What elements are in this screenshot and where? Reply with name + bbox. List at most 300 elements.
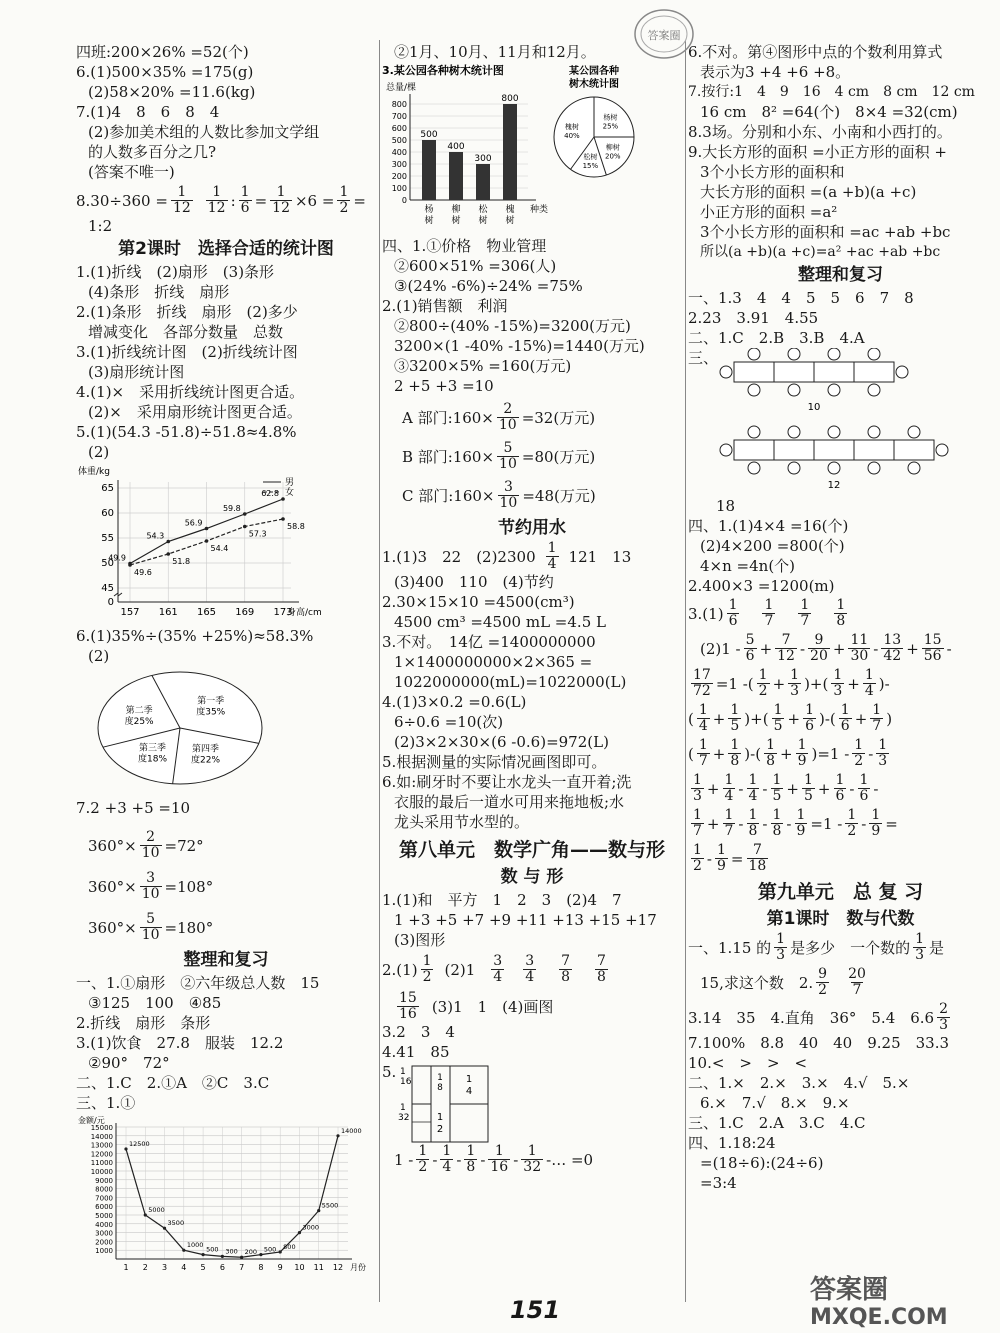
table-count-label: 12: [827, 480, 841, 491]
data-point: [259, 1253, 262, 1256]
y-tick-label: 13000: [90, 1141, 113, 1150]
seat-circle: [788, 426, 800, 438]
pie-value: 25%: [602, 122, 619, 131]
x-tick-label: 杨: [424, 205, 434, 215]
fraction-row: 3.(1) 1 6 1 7 1 7 1 8: [688, 597, 846, 629]
y-tick-label: 100: [391, 184, 407, 193]
data-label: 300: [225, 1247, 238, 1256]
answer-line: 1022000000(mL)=1022000(L): [394, 673, 627, 691]
seat-circle: [868, 348, 880, 360]
x-tick-label: 5: [200, 1263, 206, 1272]
pie-value: 15%: [582, 161, 599, 170]
answer-line: 8.3场。分别和小东、小南和小西打的。: [688, 123, 952, 141]
seat-circle: [908, 462, 920, 474]
answer-line: 三、1.①: [76, 1094, 136, 1112]
answer-line: (答案不唯一): [88, 163, 175, 181]
fraction: $\frac{7}{12}$: [777, 632, 795, 664]
answer-line: 4.(1)3×0.2 =0.6(L): [382, 693, 527, 711]
lesson-heading: 数 与 形: [500, 867, 564, 887]
answer-line: 10.< > > <: [688, 1054, 808, 1072]
fraction: $\frac{1}{4}$: [724, 772, 734, 804]
fraction: 1 16: [490, 1143, 509, 1175]
y-tick-label: 1000: [95, 1247, 113, 1256]
x-tick-label: 树: [478, 216, 488, 226]
data-label: 49.9: [108, 553, 126, 563]
fraction: 1 4: [748, 772, 758, 804]
pie-value: 度22%: [191, 755, 221, 766]
x-axis-label: 月份: [350, 1263, 366, 1272]
data-label: 5500: [321, 1201, 339, 1210]
answer-line: 二、1.× 2.× 3.× 4.√ 5.×: [688, 1074, 910, 1092]
tree-statistics-charts: [382, 62, 682, 232]
eq-text: =: [353, 191, 366, 210]
pie-value: 度35%: [196, 707, 226, 718]
fraction: 1 8: [772, 807, 782, 839]
pie-title: 树木统计图: [569, 79, 619, 90]
x-tick-label: 8: [258, 1263, 264, 1272]
fraction: 1 7: [693, 807, 702, 839]
eq-text: -: [849, 779, 855, 798]
seat-circle: [748, 426, 760, 438]
y-tick-label: 65: [101, 483, 114, 494]
x-tick-label: 161: [158, 607, 178, 618]
x-tick-label: 3: [161, 1263, 168, 1272]
eq-text: -: [738, 779, 744, 798]
x-tick-label: 松: [478, 205, 488, 215]
bar-value: 400: [447, 142, 465, 152]
y-tick-label: 400: [391, 148, 407, 157]
axis-break: [114, 593, 122, 596]
seat-circle: [748, 348, 760, 360]
lesson-heading: 第2课时 选择合适的统计图: [118, 239, 334, 259]
eq-text: =: [254, 191, 268, 210]
fraction: $\frac{1}{9}$: [871, 807, 881, 839]
column-divider: [685, 40, 686, 1302]
fraction: 1 2: [418, 1143, 428, 1175]
x-tick-label: 6: [219, 1263, 225, 1272]
dept-equation: B 部门:160× $\frac{5}{10}$ =80(万元): [402, 440, 596, 472]
eq-text: ×6 =: [294, 191, 335, 210]
square-label: 32: [398, 1113, 410, 1123]
answer-line: =3:4: [700, 1174, 737, 1192]
fraction: 1 5: [772, 772, 782, 804]
answer-line: 二、1.C 2.①A ②C 3.C: [76, 1074, 270, 1092]
answer-line: ②800÷(40% -15%)=3200(万元): [394, 317, 631, 335]
eq-text: -: [432, 1150, 438, 1169]
data-point: [163, 1227, 166, 1230]
pie-value: 度25%: [124, 717, 154, 728]
x-tick-label: 7: [239, 1263, 245, 1272]
answer-line: 所以(a +b)(a +c)=a² +ac +ab +bc: [700, 244, 941, 260]
fraction: 15 16: [399, 990, 417, 1022]
fraction: 9 20: [810, 632, 828, 664]
data-point: [221, 1255, 224, 1258]
answer-line: 四班:200×26% =52(个): [76, 43, 249, 61]
answer-line: ②600×51% =306(人): [394, 257, 557, 275]
answer-line: 4500 cm³ =4500 mL =4.5 L: [394, 613, 606, 631]
column-middle: [382, 42, 682, 1175]
answer-line: 3个小长方形的面积和 =ac +ab +bc: [700, 223, 951, 241]
x-tick-label: 4: [181, 1263, 187, 1272]
answer-line: 6.如:刷牙时不要让水龙头一直开着;洗: [382, 773, 632, 791]
degree-equation: 360°× $\frac{3}{10}$ =108°: [88, 870, 214, 902]
answer-line: 5.根据测量的实际情况画图即可。: [382, 753, 607, 771]
data-point: [317, 1209, 320, 1212]
data-label: 54.4: [210, 544, 229, 553]
data-point: [243, 525, 247, 529]
answer-line: 3.(1)饮食 27.8 服装 12.2: [76, 1034, 284, 1052]
x-tick-label: 157: [120, 607, 140, 618]
bar-value: 300: [474, 154, 492, 164]
y-tick-label: 700: [391, 112, 407, 121]
eq-text: -… =0: [546, 1150, 594, 1169]
data-label: 12500: [129, 1140, 150, 1148]
fraction: 5 6: [745, 632, 755, 664]
fraction: 1 6: [728, 597, 738, 629]
x-tick-label: 2: [142, 1263, 148, 1272]
answer-line: 四、1.①价格 物业管理: [382, 237, 547, 255]
fraction: $\frac{7}{18}$: [748, 842, 767, 874]
seat-circle: [828, 426, 840, 438]
answer-row: 15,求这个数 2. 9 2 20 7: [700, 966, 866, 998]
y-tick-label: 9000: [95, 1176, 113, 1185]
answer-line: 2.折线 扇形 条形: [76, 1014, 211, 1032]
pie-value: 度18%: [138, 754, 168, 765]
data-point: [124, 1147, 127, 1150]
table-rect: [814, 362, 854, 382]
x-tick-label: 12: [332, 1263, 344, 1272]
x-axis-label: 种类: [530, 205, 549, 215]
y-tick-label: 300: [391, 160, 407, 169]
answer-line: 3200×(1 -40% -15%)=1440(万元): [394, 337, 645, 355]
bar: [422, 140, 436, 200]
answer-line: 衣服的最后一道水可用来拖地板;水: [394, 793, 625, 811]
fraction: $\frac{1}{5}$: [730, 702, 740, 734]
eq-text: :: [230, 191, 236, 210]
fraction: $\frac{1}{6}$: [240, 184, 250, 216]
square-label: 1: [437, 1112, 444, 1123]
answer-line: 1.(1)折线 (2)扇形 (3)条形: [76, 263, 275, 281]
svg-text:MXQE.COM: MXQE.COM: [810, 1305, 948, 1330]
pie-label: 第二季: [125, 706, 153, 717]
data-point: [205, 527, 209, 531]
answer-line: 6.× 7.√ 8.× 9.×: [700, 1094, 850, 1112]
fraction: $\frac{1}{9}$: [717, 842, 726, 874]
data-label: 49.6: [134, 568, 152, 577]
table-arrangement-row: [688, 348, 993, 498]
section-heading: 整理和复习: [183, 950, 269, 970]
pie-label: 第三季: [139, 743, 167, 754]
answer-line: 5.(1)(54.3 -51.8)÷51.8≈4.8%: [76, 423, 297, 441]
data-point: [166, 540, 170, 544]
seat-circle: [788, 348, 800, 360]
seat-circle: [720, 366, 732, 378]
fraction: $\frac{1}{9}$: [797, 737, 807, 769]
fraction-row: (2)1 - 5 6 + $\frac{7}{12}$ - 9 20 + $\frac{11}{30}$ - 13 42 + $\frac{15}{56}$ -: [700, 632, 952, 664]
data-label: 14000: [341, 1126, 362, 1135]
unit-heading: 第九单元 总 复 习: [757, 881, 924, 903]
y-axis-label: 体重/kg: [78, 467, 110, 477]
x-tick-label: 槐: [505, 205, 515, 215]
weight-height-line-chart: [76, 462, 376, 622]
answer-line: ③3200×5% =160(万元): [394, 357, 572, 375]
fraction: 1 8: [466, 1143, 476, 1175]
y-tick-label: 15000: [90, 1124, 113, 1132]
table-rect: [734, 440, 774, 460]
y-tick-label: 45: [101, 583, 114, 594]
y-tick-label: 600: [391, 124, 407, 133]
fraction: 1 2: [847, 807, 857, 839]
y-tick-label: 12000: [90, 1150, 113, 1159]
unit-heading: 第八单元 数学广角——数与形: [398, 839, 665, 861]
fraction: $\frac{1}{7}$: [724, 807, 734, 839]
fraction: 1 6: [840, 702, 850, 734]
table-count-label: 10: [807, 402, 821, 413]
answer-line: (2)3×2×30×(6 -0.6)=972(L): [394, 733, 609, 751]
fraction: $\frac{17}{72}$: [693, 667, 711, 699]
eq-text: -: [513, 1150, 519, 1169]
svg-text:答案圈: 答案圈: [810, 1275, 889, 1305]
answer-line: 1×1400000000×2×365 =: [394, 653, 593, 671]
column-divider: [379, 40, 380, 1302]
answer-line: 3.2 3 4: [382, 1023, 455, 1041]
pie-label: 第一季: [197, 696, 225, 707]
fraction: $\frac{3}{10}$: [499, 479, 518, 511]
seat-circle: [828, 384, 840, 396]
answer-line: 2 +5 +3 =10: [394, 377, 494, 395]
fraction: $\frac{1}{8}$: [730, 737, 740, 769]
table-rect: [734, 362, 774, 382]
data-label: 3500: [167, 1219, 185, 1228]
square-label: 4: [466, 1086, 473, 1097]
square-label: 2: [437, 1124, 444, 1135]
fraction: 3 4: [525, 953, 535, 985]
y-tick-label: 50: [101, 558, 114, 569]
answer-line: 6.(1)500×35% =175(g): [76, 63, 254, 81]
pie-label: 第四季: [192, 744, 220, 755]
fraction: 1 3: [833, 667, 843, 699]
answer-line: 6÷0.6 =10(次): [394, 713, 504, 731]
pie-label: 松树: [583, 152, 598, 161]
fraction: 1 3: [878, 737, 888, 769]
data-point: [128, 563, 132, 567]
fraction: 7 8: [597, 953, 606, 985]
lesson-heading: 第1课时 数与代数: [766, 909, 915, 929]
answer-line: ②90° 72°: [88, 1054, 170, 1072]
answer-line: 6.(1)35%÷(35% +25%)≈58.3%: [76, 627, 314, 645]
data-label: 54.3: [146, 531, 165, 541]
fraction-row: ( 1 7 + $\frac{1}{8}$ )-( 1 8 + $\frac{1}{9}$ )=1 - 1 2 - 1 3: [688, 737, 888, 769]
x-tick-label: 10: [294, 1263, 305, 1272]
fraction: 1 2: [854, 737, 864, 769]
answer-line: (3)扇形统计图: [88, 363, 185, 381]
seat-circle: [788, 462, 800, 474]
eq-text: -: [456, 1150, 462, 1169]
answer-line: 2.(1)销售额 利润: [382, 297, 508, 315]
halving-square-diagram: [396, 1062, 516, 1144]
x-tick-label: 树: [505, 216, 515, 226]
fraction: $\frac{1}{3}$: [790, 667, 800, 699]
seat-circle: [720, 444, 732, 456]
eq-text: -: [480, 1150, 486, 1169]
answer-line: 龙头采用节水型的。: [394, 813, 530, 831]
y-tick-label: 10000: [90, 1168, 113, 1176]
fraction: 1 12: [207, 184, 226, 216]
x-tick-label: 169: [235, 607, 255, 618]
y-axis-label: 金额/元: [78, 1116, 105, 1125]
eq-text: +: [706, 779, 720, 798]
answer-line: (4)条形 折线 扇形: [88, 283, 230, 301]
fraction: 1 7: [800, 597, 810, 629]
answer-line: 2.23 3.91 4.55: [688, 309, 819, 327]
fraction: 1 3: [915, 931, 925, 963]
bar-value: 800: [501, 94, 519, 104]
x-tick-label: 11: [313, 1263, 324, 1272]
fraction: 1 8: [766, 737, 775, 769]
pie-label: 杨树: [603, 113, 618, 122]
seat-circle: [908, 426, 920, 438]
answer-line: 7.2 +3 +5 =10: [76, 799, 191, 817]
answer-line: 1 +3 +5 +7 +9 +11 +13 +15 +17: [394, 911, 657, 929]
y-tick-label: 4000: [95, 1220, 113, 1229]
seat-circle: [748, 384, 760, 396]
x-tick-label: 柳: [451, 205, 461, 215]
fraction: $\frac{5}{10}$: [499, 440, 517, 472]
data-point: [144, 1213, 147, 1216]
answer-line: 6.不对。第④图形中点的个数利用算式: [688, 43, 943, 61]
fraction: 1 7: [698, 737, 708, 769]
pie-label: 槐树: [564, 122, 579, 131]
square-label: 1: [437, 1073, 444, 1083]
answer-line: 7.(1)4 8 6 8 4: [76, 103, 220, 121]
bar: [503, 104, 517, 200]
fraction: 1 4: [698, 702, 708, 734]
fraction: 1 2: [693, 842, 702, 874]
seat-circle: [868, 426, 880, 438]
y-tick-label: 500: [391, 136, 407, 145]
series-equation: [382, 1144, 682, 1175]
answer-line: (3)400 110 (4)节约: [394, 573, 554, 591]
fraction: 1 2: [422, 953, 432, 985]
seat-circle: [748, 462, 760, 474]
fraction: $\frac{1}{7}$: [872, 702, 882, 734]
fraction-row: ( 1 4 + $\frac{1}{5}$ )+( 1 5 + $\frac{1}{6}$ )-( 1 6 + $\frac{1}{7}$ ): [688, 702, 893, 734]
table-rect: [774, 440, 814, 460]
y-tick-label: 0: [401, 196, 407, 205]
answer-row: 1.(1)3 22 (2)2300 1 4 121 13: [382, 540, 632, 572]
data-point: [298, 1231, 301, 1234]
fraction: 1 6: [859, 772, 869, 804]
fraction: $\frac{1}{2}$: [339, 184, 349, 216]
answer-line: 1.(1)和 平方 1 2 3 (2)4 7: [382, 891, 622, 909]
x-tick-label: 树: [451, 216, 461, 226]
answer-line: 7.按行:1 4 9 16 4 cm 8 cm 12 cm: [688, 84, 975, 100]
bar: [476, 164, 490, 200]
answer-line: 4.(1)× 采用折线统计图更合适。: [76, 383, 305, 401]
x-tick-label: 165: [196, 607, 217, 618]
fraction: $\frac{2}{10}$: [141, 829, 160, 861]
answer-line: 3个小长方形的面积和: [700, 163, 845, 181]
answer-line: 三、: [688, 349, 719, 367]
answer-line: 一、1.3 4 4 5 5 6 7 8: [688, 289, 914, 307]
answer-line: 二、1.C 2.B 3.B 4.A: [688, 329, 865, 347]
answer-line: 的人数多百分之几?: [88, 143, 217, 161]
dept-equation: A 部门:160× $\frac{2}{10}$ =32(万元): [402, 401, 596, 433]
data-label: 1000: [186, 1241, 204, 1250]
fraction: 1 4: [442, 1143, 452, 1175]
data-label: 500: [206, 1245, 219, 1254]
fraction: $\frac{1}{5}$: [804, 772, 813, 804]
degree-equation: 360°× $\frac{2}{10}$ =72°: [88, 829, 204, 861]
table-rect: [774, 362, 814, 382]
answer-row: 一、1.15 的 1 3 是多少 一个数的 1 3 是: [688, 931, 945, 963]
data-label: 57.3: [248, 529, 267, 539]
y-tick-label: 6000: [95, 1203, 113, 1212]
fraction: $\frac{5}{10}$: [141, 911, 160, 943]
data-label: 500: [263, 1245, 277, 1254]
degree-equation: 360°× $\frac{5}{10}$ =180°: [88, 911, 214, 943]
table-arrangement-diagram: [718, 348, 978, 498]
answer-line: (2)参加美术组的人数比参加文学组: [88, 123, 320, 141]
square-row: [382, 1062, 682, 1144]
fraction: $\frac{15}{56}$: [923, 632, 942, 664]
fraction: 1 8: [836, 597, 846, 629]
eq-text: -: [762, 779, 768, 798]
column-right: [688, 42, 993, 1193]
table-rect: [814, 440, 854, 460]
ratio-equation: [76, 185, 376, 216]
square-label: 8: [437, 1083, 444, 1093]
page-number: 151: [509, 1296, 561, 1324]
monthly-sales-line-chart: [76, 1113, 376, 1273]
answer-line: 3.(1)折线统计图 (2)折线统计图: [76, 343, 298, 361]
answer-line: 2.400×3 =1200(m): [688, 577, 835, 595]
section-heading: 整理和复习: [798, 265, 883, 285]
y-tick-label: 3000: [95, 1229, 113, 1238]
square-label: 1: [466, 1074, 473, 1085]
answer-line: 四、1.(1)4×4 =16(个): [688, 517, 849, 535]
fraction-row: [688, 773, 993, 804]
seat-circle: [896, 366, 908, 378]
data-label: 59.8: [222, 504, 241, 513]
eq-text: 1 -: [394, 1150, 414, 1169]
answer-line: (2)4×200 =800(个): [700, 537, 845, 555]
square-label: 1: [400, 1103, 407, 1113]
answer-line: ③125 100 ④85: [88, 994, 222, 1012]
y-tick-label: 5000: [95, 1212, 113, 1220]
answer-line: 四、1.18:24: [688, 1134, 776, 1152]
fraction: 9 2: [818, 966, 828, 998]
fraction: 1 3: [776, 931, 786, 963]
x-tick-label: 树: [424, 216, 434, 226]
square-label: 1: [400, 1067, 407, 1077]
data-label: 5000: [148, 1206, 165, 1214]
pie-label: 柳树: [605, 143, 620, 152]
answer-line: 9.大长方形的面积 =小正方形的面积 +: [688, 143, 947, 161]
seat-circle: [828, 462, 840, 474]
fraction: $\frac{2}{10}$: [498, 401, 517, 433]
pie-value: 40%: [564, 131, 580, 140]
fraction: 1 2: [758, 667, 768, 699]
y-tick-label: 0: [107, 597, 114, 608]
pie-title: 某公园各种: [569, 66, 619, 77]
fraction: $\frac{11}{30}$: [850, 632, 869, 664]
data-label: 3000: [302, 1223, 320, 1232]
data-point: [205, 539, 209, 543]
x-axis-label: 身高/cm: [287, 608, 322, 618]
x-tick-label: 173: [273, 607, 293, 618]
fraction: $\frac{1}{9}$: [796, 807, 806, 839]
